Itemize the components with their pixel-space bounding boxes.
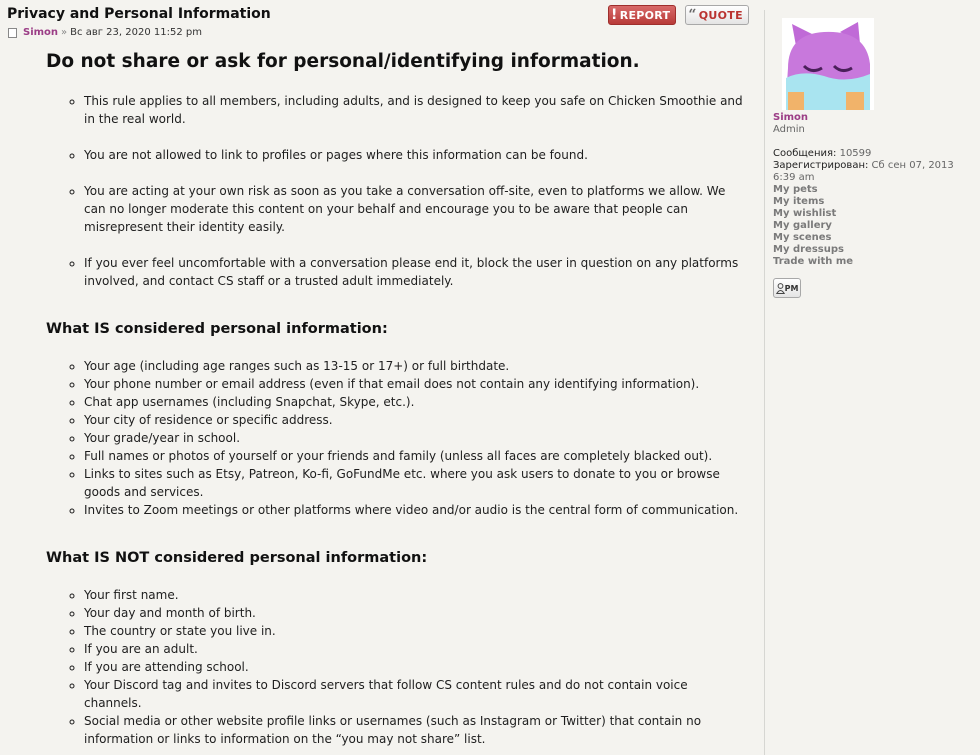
posts-value: 10599: [839, 148, 872, 159]
list-item: ◦ Chat app usernames (including Snapchat, Skype, etc.).: [84, 393, 746, 411]
profile-link-dressups[interactable]: My dressups: [773, 244, 844, 255]
avatar[interactable]: [782, 18, 874, 110]
list-item: ◦ Your phone number or email address (even if that email does not contain any identifying information).: [84, 375, 746, 393]
profile-rank: Admin: [773, 124, 805, 135]
post-author[interactable]: Simon: [23, 27, 59, 38]
post-buttons: [608, 5, 749, 25]
list-item: ◦ You are not allowed to link to profiles or pages where this information can be found.: [84, 146, 746, 164]
profile-link-pets[interactable]: My pets: [773, 184, 818, 195]
list-item: ◦ Your age (including age ranges such as 13-15 or 17+) or full birthdate.: [84, 357, 746, 375]
post-date: Вс авг 23, 2020 11:52 pm: [70, 27, 202, 38]
profile-link-items[interactable]: My items: [773, 196, 825, 207]
quote-button[interactable]: [685, 5, 749, 25]
registered-value: Сб сен 07, 2013 6:39 am: [773, 160, 954, 183]
profile-stats: [773, 148, 973, 184]
profile-link-scenes[interactable]: My scenes: [773, 232, 832, 243]
list-item: ◦ You are acting at your own risk as soon as you take a conversation off-site, even to platforms we allow. We can no longer moderate this content on your behalf and encourage you to be aware that people can misrepresent their identity easily.: [84, 182, 746, 236]
list-item: ◦ Your Discord tag and invites to Discord servers that follow CS content rules and do not contain voice channels.: [84, 676, 746, 712]
post-title[interactable]: Privacy and Personal Information: [7, 6, 271, 22]
report-label: REPORT: [619, 8, 671, 22]
is-not-heading: What IS NOT considered personal information:: [46, 550, 428, 566]
list-item: ◦ Your first name.: [84, 586, 746, 604]
profile-link-trade[interactable]: Trade with me: [773, 256, 854, 267]
is-list: [46, 357, 746, 519]
registered-label: Зарегистрирован:: [773, 160, 869, 171]
list-item: ◦ Invites to Zoom meetings or other platforms where video and/or audio is the central form of communication.: [84, 501, 746, 519]
exclamation-icon: !: [611, 7, 618, 23]
author-profile: [764, 10, 980, 755]
list-item: ◦ Links to sites such as Etsy, Patreon, Ko-fi, GoFundMe etc. where you ask users to donate to you or browse goods and services.: [84, 465, 746, 501]
post-icon[interactable]: [8, 28, 17, 38]
main-heading: Do not share or ask for personal/identifying information.: [46, 51, 640, 72]
is-not-list: [46, 586, 746, 748]
report-button[interactable]: [608, 5, 676, 25]
posts-label: Сообщения:: [773, 148, 837, 159]
list-item: ◦ Full names or photos of yourself or your friends and family (unless all faces are completely blacked out).: [84, 447, 746, 465]
list-item: ◦ The country or state you live in.: [84, 622, 746, 640]
profile-link-gallery[interactable]: My gallery: [773, 220, 832, 231]
post-body: [46, 50, 746, 748]
list-item: ◦ If you are attending school.: [84, 658, 746, 676]
quote-icon: “: [688, 7, 697, 23]
list-item: ◦ Your grade/year in school.: [84, 429, 746, 447]
list-item: ◦ Your day and month of birth.: [84, 604, 746, 622]
list-item: ◦ If you are an adult.: [84, 640, 746, 658]
rules-list: [46, 92, 746, 290]
post-meta: [8, 27, 202, 38]
list-item: ◦ Social media or other website profile links or usernames (such as Instagram or Twitter) that contain no information or links to information on the “you may not share” list.: [84, 712, 746, 748]
is-heading: What IS considered personal information:: [46, 321, 388, 337]
list-item: ◦ This rule applies to all members, including adults, and is designed to keep you safe on Chicken Smoothie and in the real world.: [84, 92, 746, 128]
pm-label: PM: [784, 283, 799, 293]
list-item: ◦ If you ever feel uncomfortable with a conversation please end it, block the user in question on any platforms involved, and contact CS staff or a trusted adult immediately.: [84, 254, 746, 290]
separator-icon: »: [61, 27, 68, 38]
profile-link-wishlist[interactable]: My wishlist: [773, 208, 837, 219]
pm-button[interactable]: [773, 278, 801, 298]
profile-links: [773, 184, 853, 268]
user-icon: [776, 283, 785, 294]
profile-name[interactable]: Simon: [773, 112, 809, 123]
list-item: ◦ Your city of residence or specific address.: [84, 411, 746, 429]
quote-label: QUOTE: [698, 8, 743, 22]
